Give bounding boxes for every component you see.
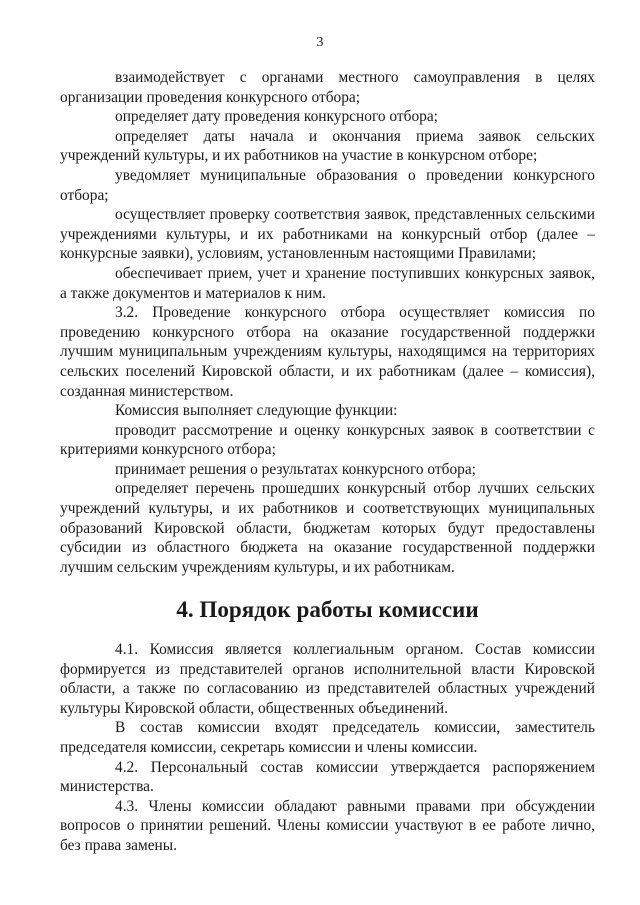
- paragraph: В состав комиссии входят председатель комиссии, заместитель председателя комиссии, секретарь комиссии и члены комиссии.: [60, 719, 595, 756]
- paragraph: Комиссия выполняет следующие функции:: [115, 402, 398, 420]
- paragraph: 4.1. Комиссия является коллегиальным органом. Состав комиссии формируется из представителей органов исполнительной власти Кировской области, а также по согласованию из представителей областных учреждений культуры Кировской области, общественных объединений.: [60, 641, 595, 717]
- section-heading: 4. Порядок работы комиссии: [176, 596, 479, 623]
- page-number: 3: [316, 35, 324, 50]
- paragraph: проводит рассмотрение и оценку конкурсных заявок в соответствии с критериями конкурсного отбора;: [60, 421, 595, 459]
- paragraph: 4.2. Персональный состав комиссии утверждается распоряжением министерства.: [60, 758, 595, 796]
- paragraph: определяет даты начала и окончания приема заявок сельских учреждений культуры, и их работников на участие в конкурсном отборе;: [60, 127, 595, 165]
- paragraph: 3.2. Проведение конкурсного отбора осуществляет комиссия по проведению конкурсного отбора на оказание государственной поддержки лучшим муниципальным учреждениям культуры, находящимся на территориях сельских поселений Кировской области, и их работникам (далее – комиссия), созданная министерством.: [60, 304, 595, 400]
- paragraph: определяет перечень прошедших конкурсный отбор лучших сельских учреждений культуры, и их работников и соответствующих муниципальных образований Кировской области, бюджетам которых будут предоставлены субсидии из областного бюджета на оказание государственной поддержки лучшим сельским учреждениям культуры, и их работникам.: [60, 480, 595, 576]
- paragraph: принимает решения о результатах конкурсного отбора;: [115, 460, 476, 478]
- paragraph: определяет дату проведения конкурсного отбора;: [115, 108, 438, 126]
- paragraph: уведомляет муниципальные образования о проведении конкурсного отбора;: [60, 166, 595, 204]
- page-content: [60, 68, 595, 856]
- paragraph: обеспечивает прием, учет и хранение поступивших конкурсных заявок, а также документов и материалов к ним.: [60, 264, 595, 302]
- paragraph: 4.3. Члены комиссии обладают равными правами при обсуждении вопросов о принятии решений. Члены комиссии участвуют в ее работе лично, без права замены.: [60, 797, 595, 854]
- paragraph: взаимодействует с органами местного самоуправления в целях организации проведения конкурсного отбора;: [60, 69, 595, 106]
- paragraph: осуществляет проверку соответствия заявок, представленных сельскими учреждениями культуры, и их работниками на конкурсный отбор (далее – конкурсные заявки), условиям, установленным настоящими Правилами;: [60, 206, 595, 263]
